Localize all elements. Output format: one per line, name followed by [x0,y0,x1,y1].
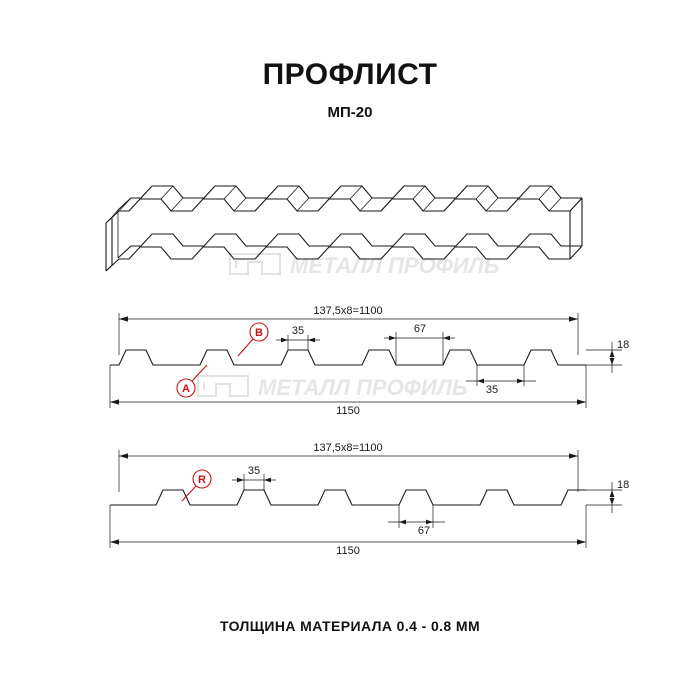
upper-section-outline [110,350,586,365]
watermark-top [230,253,499,278]
lower-top-dimension [119,442,578,492]
profile-section-upper [110,305,629,417]
lower-top-dimension-label: 137,5х8=1100 [313,442,383,454]
upper-height-dimension [586,339,629,373]
svg-text:МЕТАЛЛ ПРОФИЛЬ: МЕТАЛЛ ПРОФИЛЬ [258,375,468,400]
lower-height-dimension [586,479,629,513]
lower-rib-wide-label: 67 [417,525,431,537]
lower-rib-top-label: 35 [247,465,261,477]
watermark-middle [198,375,467,400]
lower-overall-dimension [110,505,586,557]
upper-rib-bottom-label: 35 [485,384,499,396]
upper-rib-top-dimension [276,325,320,350]
lower-rib-top-dimension [232,465,276,490]
svg-text:МЕТАЛЛ ПРОФИЛЬ: МЕТАЛЛ ПРОФИЛЬ [290,253,500,278]
upper-overall-label: 1150 [336,405,360,417]
marker-r [182,470,211,501]
model-label: МП-20 [327,104,373,121]
marker-a-label: A [182,383,190,395]
profile-section-lower [110,442,629,557]
upper-rib-bottom-dimension [466,365,536,396]
page-title: ПРОФЛИСТ [262,58,438,91]
marker-r-label: R [198,474,206,486]
upper-top-dimension-label: 137,5х8=1100 [313,305,383,317]
lower-overall-label: 1150 [336,545,360,557]
upper-height-label: 18 [617,339,630,351]
upper-rib-wide-label: 67 [413,323,427,335]
marker-a [177,365,207,397]
marker-b [238,323,268,356]
upper-top-dimension [119,305,578,355]
lower-section-outline [110,490,586,505]
lower-rib-wide-dimension [388,505,445,537]
material-thickness-note: ТОЛЩИНА МАТЕРИАЛА 0.4 - 0.8 ММ [219,618,481,634]
marker-b-label: B [255,327,263,339]
lower-height-label: 18 [617,479,630,491]
upper-rib-top-label: 35 [291,325,305,337]
upper-rib-wide-dimension [384,323,455,365]
